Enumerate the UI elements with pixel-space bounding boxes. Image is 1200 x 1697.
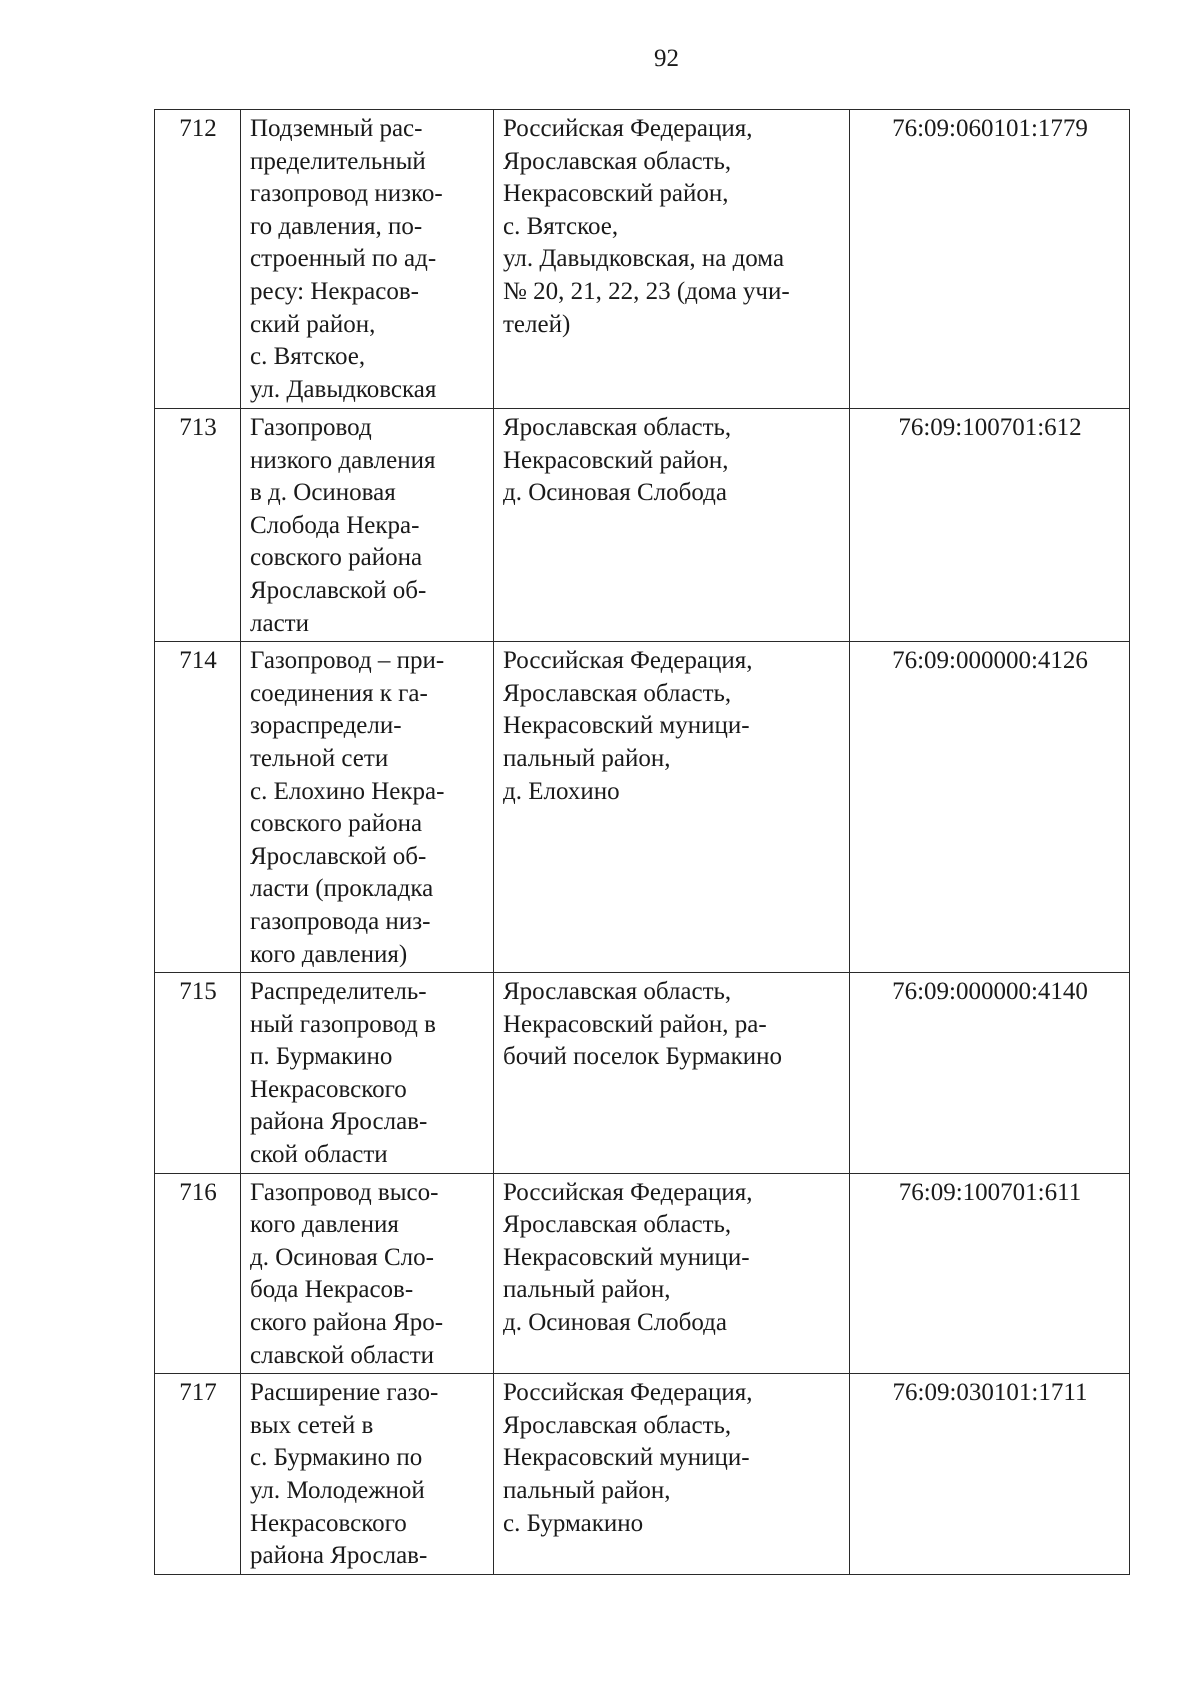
address-line: Ярославская область, — [503, 147, 732, 175]
object-name-line: ского района Яро- — [250, 1309, 444, 1337]
table-row — [155, 973, 1130, 1174]
object-name-line: с. Бурмакино по — [250, 1444, 423, 1472]
address-cell — [494, 110, 850, 409]
address-cell — [494, 409, 850, 642]
row-number: 715 — [155, 973, 241, 1174]
object-name-line: ул. Давыдковская — [250, 375, 437, 403]
cadastral-number: 76:09:100701:612 — [850, 409, 1130, 642]
object-name-line: д. Осиновая Сло- — [250, 1243, 434, 1271]
cadastral-number: 76:09:030101:1711 — [850, 1374, 1130, 1575]
object-name-line: с. Елохино Некра- — [250, 777, 445, 805]
address-line: № 20, 21, 22, 23 (дома учи- — [503, 277, 790, 305]
table-row — [155, 642, 1130, 973]
address-line: пальный район, — [503, 744, 671, 772]
object-name-line: ул. Молодежной — [250, 1477, 425, 1504]
object-name-line: ласти (прокладка — [250, 875, 434, 903]
address-line: Ярославская область, — [503, 1411, 732, 1439]
address-line: пальный район, — [503, 1276, 671, 1304]
page-number: 92 — [654, 45, 679, 72]
object-name-line: ский район, — [250, 310, 376, 338]
object-name-line: ласти — [250, 609, 309, 637]
registry-table — [154, 109, 1130, 1575]
object-name-line: Некрасовского — [250, 1075, 407, 1103]
table-row — [155, 1173, 1130, 1374]
address-line: ул. Давыдковская, на дома — [503, 245, 785, 273]
object-name-line: Газопровод – при- — [250, 647, 445, 675]
address-line: с. Вятское, — [503, 212, 619, 240]
object-name-line: вых сетей в — [250, 1411, 374, 1439]
object-name-cell — [241, 642, 494, 973]
address-line: Некрасовский муници- — [503, 1243, 750, 1271]
table-row — [155, 110, 1130, 409]
address-line: Ярославская область, — [503, 978, 732, 1006]
object-name-line: газопровод низко- — [250, 180, 443, 208]
object-name-line: го давления, по- — [250, 212, 423, 240]
address-line: телей) — [503, 310, 571, 338]
object-name-cell — [241, 1374, 494, 1575]
address-line: Российская Федерация, — [503, 115, 753, 142]
object-name-line: кого давления) — [250, 940, 408, 968]
cadastral-number: 76:09:060101:1779 — [850, 110, 1130, 409]
address-cell — [494, 642, 850, 973]
row-number: 712 — [155, 110, 241, 409]
object-name-cell — [241, 110, 494, 409]
address-line: д. Осиновая Слобода — [503, 479, 727, 507]
object-name-line: Расширение газо- — [250, 1379, 439, 1407]
address-line: Российская Федерация, — [503, 1178, 753, 1206]
row-number: 717 — [155, 1374, 241, 1575]
cadastral-number: 76:09:100701:611 — [850, 1173, 1130, 1374]
address-line: Некрасовский район, — [503, 446, 729, 474]
registry-table-body — [155, 110, 1130, 1575]
row-number: 713 — [155, 409, 241, 642]
address-cell — [494, 1374, 850, 1575]
table-row — [155, 409, 1130, 642]
address-line: пальный район, — [503, 1477, 671, 1504]
address-line: Ярославская область, — [503, 1211, 732, 1239]
object-name-line: Ярославской об- — [250, 576, 427, 604]
row-number: 716 — [155, 1173, 241, 1374]
address-line: Российская Федерация, — [503, 1379, 753, 1407]
address-line: Некрасовский муници- — [503, 712, 750, 740]
address-line: Некрасовский район, ра- — [503, 1010, 767, 1038]
object-name-line: ресу: Некрасов- — [250, 277, 419, 305]
address-cell — [494, 973, 850, 1174]
address-cell — [494, 1173, 850, 1374]
object-name-line: Некрасовского — [250, 1509, 407, 1537]
object-name-line: совского района — [250, 544, 423, 572]
object-name-line: Подземный рас- — [250, 115, 423, 142]
object-name-line: Ярославской об- — [250, 842, 427, 870]
object-name-line: зораспредели- — [250, 712, 402, 740]
object-name-line: славской области — [250, 1341, 434, 1369]
address-line: Ярославская область, — [503, 679, 732, 707]
object-name-line: района Ярослав- — [250, 1542, 428, 1570]
address-line: Некрасовский район, — [503, 180, 729, 208]
object-name-line: кого давления — [250, 1211, 399, 1239]
object-name-line: пределительный — [250, 147, 426, 175]
cadastral-number: 76:09:000000:4140 — [850, 973, 1130, 1174]
object-name-line: Слобода Некра- — [250, 511, 420, 539]
object-name-line: п. Бурмакино — [250, 1043, 393, 1071]
object-name-line: с. Вятское, — [250, 343, 366, 371]
object-name-line: Газопровод высо- — [250, 1178, 439, 1206]
address-line: д. Осиновая Слобода — [503, 1309, 727, 1337]
object-name-line: района Ярослав- — [250, 1108, 428, 1136]
object-name-line: ный газопровод в — [250, 1010, 436, 1038]
object-name-line: тельной сети — [250, 744, 389, 772]
object-name-line: низкого давления — [250, 446, 436, 474]
object-name-line: в д. Осиновая — [250, 479, 396, 507]
object-name-line: соединения к га- — [250, 679, 428, 707]
cadastral-number: 76:09:000000:4126 — [850, 642, 1130, 973]
object-name-line: строенный по ад- — [250, 245, 437, 273]
object-name-line: Газопровод — [250, 414, 372, 441]
object-name-line: бода Некрасов- — [250, 1276, 414, 1304]
row-number: 714 — [155, 642, 241, 973]
object-name-line: газопровода низ- — [250, 907, 431, 935]
object-name-line: совского района — [250, 810, 423, 838]
object-name-cell — [241, 409, 494, 642]
address-line: с. Бурмакино — [503, 1509, 644, 1537]
object-name-cell — [241, 1173, 494, 1374]
object-name-cell — [241, 973, 494, 1174]
address-line: Некрасовский муници- — [503, 1444, 750, 1472]
object-name-line: Распределитель- — [250, 978, 427, 1006]
address-line: бочий поселок Бурмакино — [503, 1043, 783, 1071]
address-line: Российская Федерация, — [503, 647, 753, 675]
address-line: Ярославская область, — [503, 414, 732, 441]
table-row — [155, 1374, 1130, 1575]
object-name-line: ской области — [250, 1141, 388, 1169]
address-line: д. Елохино — [503, 777, 620, 805]
